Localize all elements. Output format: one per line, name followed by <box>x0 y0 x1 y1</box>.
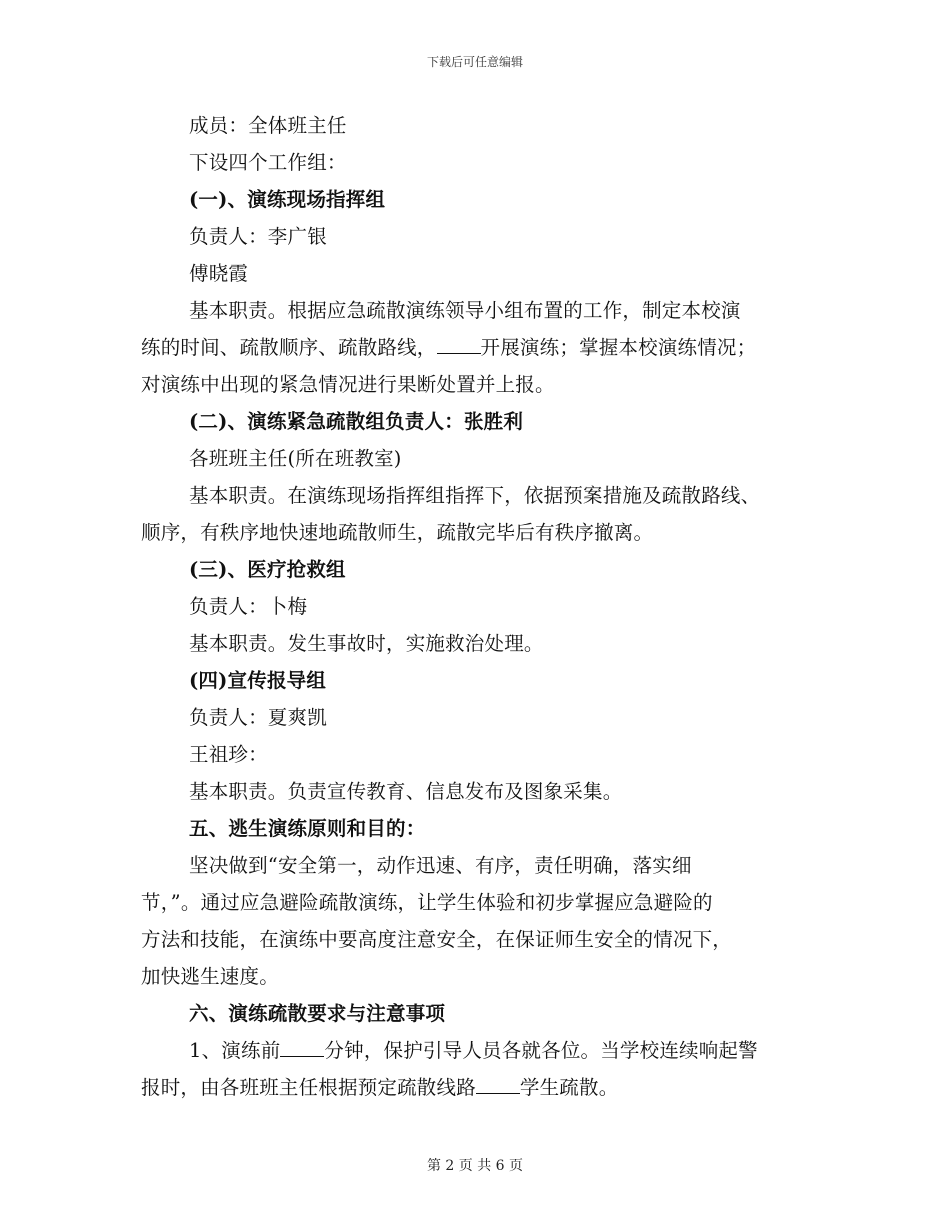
command-group-duty-line-1: 基本职责。根据应急疏散演练领导小组布置的工作，制定本校演 <box>189 299 741 322</box>
requirements-line-1 <box>141 1032 816 1069</box>
medical-group-duty: 基本职责。发生事故时，实施救治处理。 <box>189 632 544 655</box>
evacuation-group-duty-line-1: 基本职责。在演练现场指挥组指挥下，依据预案措施及疏散路线、 <box>189 484 761 507</box>
text-segment: 练的时间、疏散顺序、疏散路线， <box>141 336 437 359</box>
section-heading-evacuation-group: (二)、演练紧急疏散组负责人：张胜利 <box>189 410 524 433</box>
principles-line-3: 方法和技能，在演练中要高度注意安全，在保证师生安全的情况下， <box>141 928 733 951</box>
text-segment: 报时，由各班班主任根据预定疏散线路 <box>141 1076 476 1099</box>
text-segment: 1、演练前 <box>189 1039 281 1062</box>
command-group-leader: 负责人：李广银 <box>189 225 327 248</box>
section-heading-principles: 五、逃生演练原则和目的： <box>189 817 426 840</box>
evacuation-group-duty-line-2: 顺序，有秩序地快速地疏散师生，疏散完毕后有秩序撤离。 <box>141 521 654 544</box>
principles-line-2: 节，”。通过应急避险疏散演练，让学生体验和初步掌握应急避险的 <box>141 891 713 914</box>
fill-blank <box>437 339 481 354</box>
section-heading-command-group: (一)、演练现场指挥组 <box>189 188 386 211</box>
requirements-line-2 <box>141 1069 816 1106</box>
publicity-group-member: 王祖珍： <box>189 743 268 766</box>
medical-group-leader: 负责人：卜梅 <box>189 595 308 618</box>
section-heading-publicity-group: (四)宣传报导组 <box>189 669 327 692</box>
fill-blank <box>280 1042 324 1057</box>
publicity-group-duty: 基本职责。负责宣传教育、信息发布及图象采集。 <box>189 780 623 803</box>
principles-line-4: 加快逃生速度。 <box>141 965 279 988</box>
text-segment: 学生疏散。 <box>519 1076 619 1099</box>
groups-intro: 下设四个工作组： <box>189 151 347 174</box>
evacuation-group-members: 各班班主任(所在班教室) <box>189 447 402 470</box>
text-segment: 分钟，保护引导人员各就各位。当学校连续响起警 <box>324 1039 758 1062</box>
command-group-duty-line-3: 对演练中出现的紧急情况进行果断处置并上报。 <box>141 373 555 396</box>
page-number-footer: 第 2 页 共 6 页 <box>426 1158 524 1174</box>
section-heading-requirements: 六、演练疏散要求与注意事项 <box>189 1002 446 1025</box>
command-group-duty-line-2 <box>141 329 816 366</box>
text-segment: 开展演练；掌握本校演练情况； <box>480 336 757 359</box>
section-heading-medical-group: (三)、医疗抢救组 <box>189 558 346 581</box>
page-header-note: 下载后可任意编辑 <box>426 55 523 69</box>
command-group-member: 傅晓霞 <box>189 262 249 285</box>
publicity-group-leader: 负责人：夏爽凯 <box>189 706 327 729</box>
principles-line-1: 坚决做到“安全第一，动作迅速、有序，责任明确，落实细 <box>189 854 692 877</box>
document-body <box>141 107 816 1106</box>
fill-blank <box>476 1079 520 1094</box>
members-line: 成员：全体班主任 <box>189 114 347 137</box>
